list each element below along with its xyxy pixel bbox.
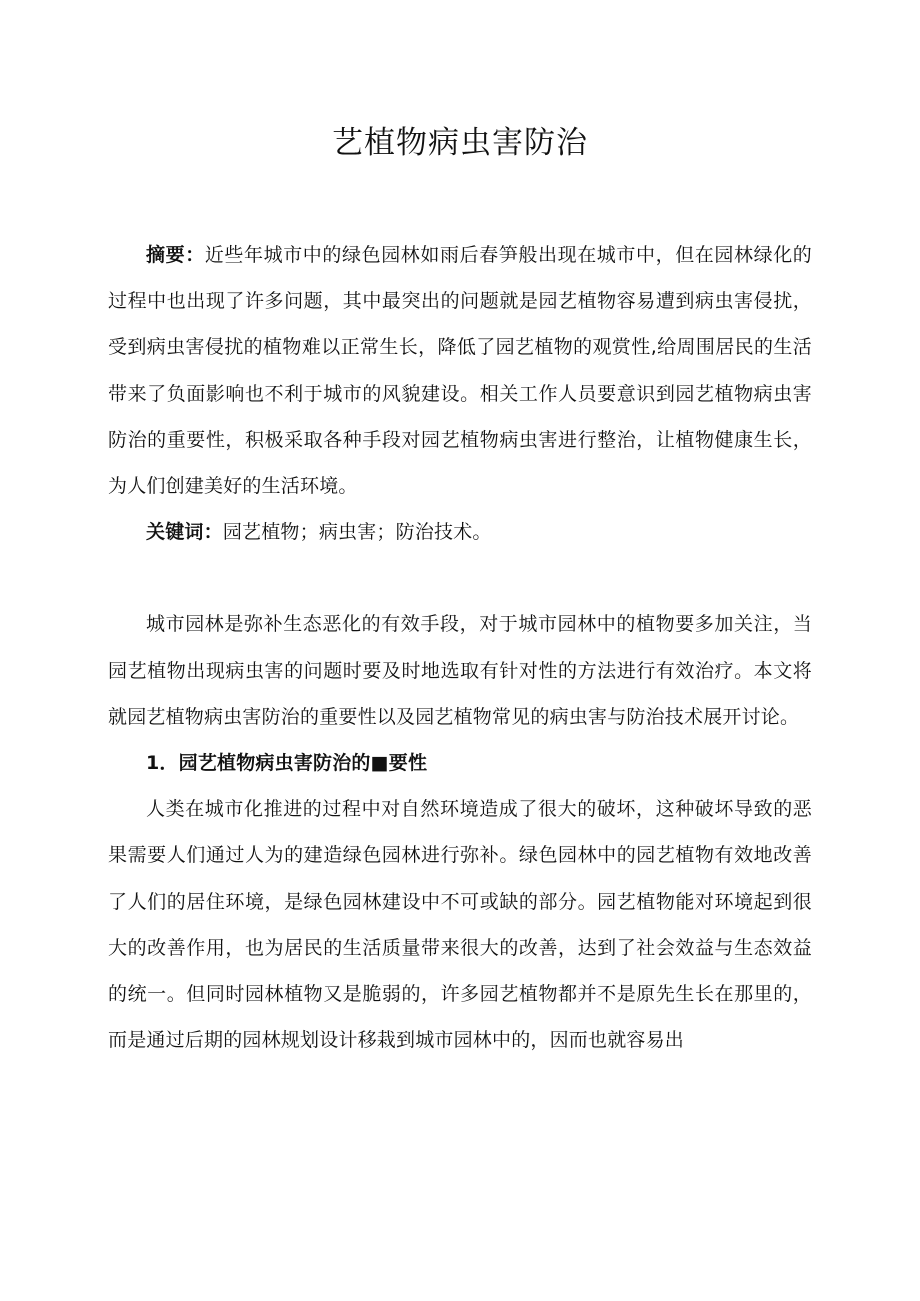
intro-paragraph: 城市园林是弥补生态恶化的有效手段，对于城市园林中的植物要多加关注，当园艺植物出现病虫害的问题时要及时地选取有针对性的方法进行有效治疗。本文将就园艺植物病虫害防治的重要性以及园艺植物常见的病虫害与防治技术展开讨论。	[108, 613, 812, 728]
abstract-text: 近些年城市中的绿色园林如雨后春笋般出现在城市中，但在园林绿化的过程中也出现了许多问题，其中最突出的问题就是园艺植物容易遭到病虫害侵扰，受到病虫害侵扰的植物难以正常生长，降低了园艺植物的观赏性,给周围居民的生活带来了负面影响也不利于城市的风貌建设。相关工作人员要意识到园艺植物病虫害防治的重要性，积极采取各种手段对园艺植物病虫害进行整治，让植物健康生长，为人们创建美好的生活环境。	[108, 244, 813, 498]
keywords-text: 园艺植物；病虫害；防治技术。	[222, 521, 492, 544]
document-title: 艺植物病虫害防治	[332, 125, 588, 161]
keywords-paragraph	[108, 509, 812, 555]
abstract-label: 摘要：	[146, 244, 205, 266]
paragraph-spacer	[108, 555, 812, 601]
keywords-label: 关键词：	[146, 521, 223, 544]
document-body	[108, 232, 812, 1063]
section-1-paragraph: 人类在城市化推进的过程中对自然环境造成了很大的破坏，这种破坏导致的恶果需要人们通过人为的建造绿色园林进行弥补。绿色园林中的园艺植物有效地改善了人们的居住环境，是绿色园林建设中不可或缺的部分。园艺植物能对环境起到很大的改善作用，也为居民的生活质量带来很大的改善，达到了社会效益与生态效益的统一。但同时园林植物又是脆弱的，许多园艺植物都并不是原先生长在那里的，而是通过后期的园林规划设计移栽到城市园林中的，因而也就容易出	[108, 798, 812, 1052]
section-1-heading: 1．园艺植物病虫害防治的■要性	[146, 752, 428, 775]
abstract-paragraph	[108, 232, 812, 509]
